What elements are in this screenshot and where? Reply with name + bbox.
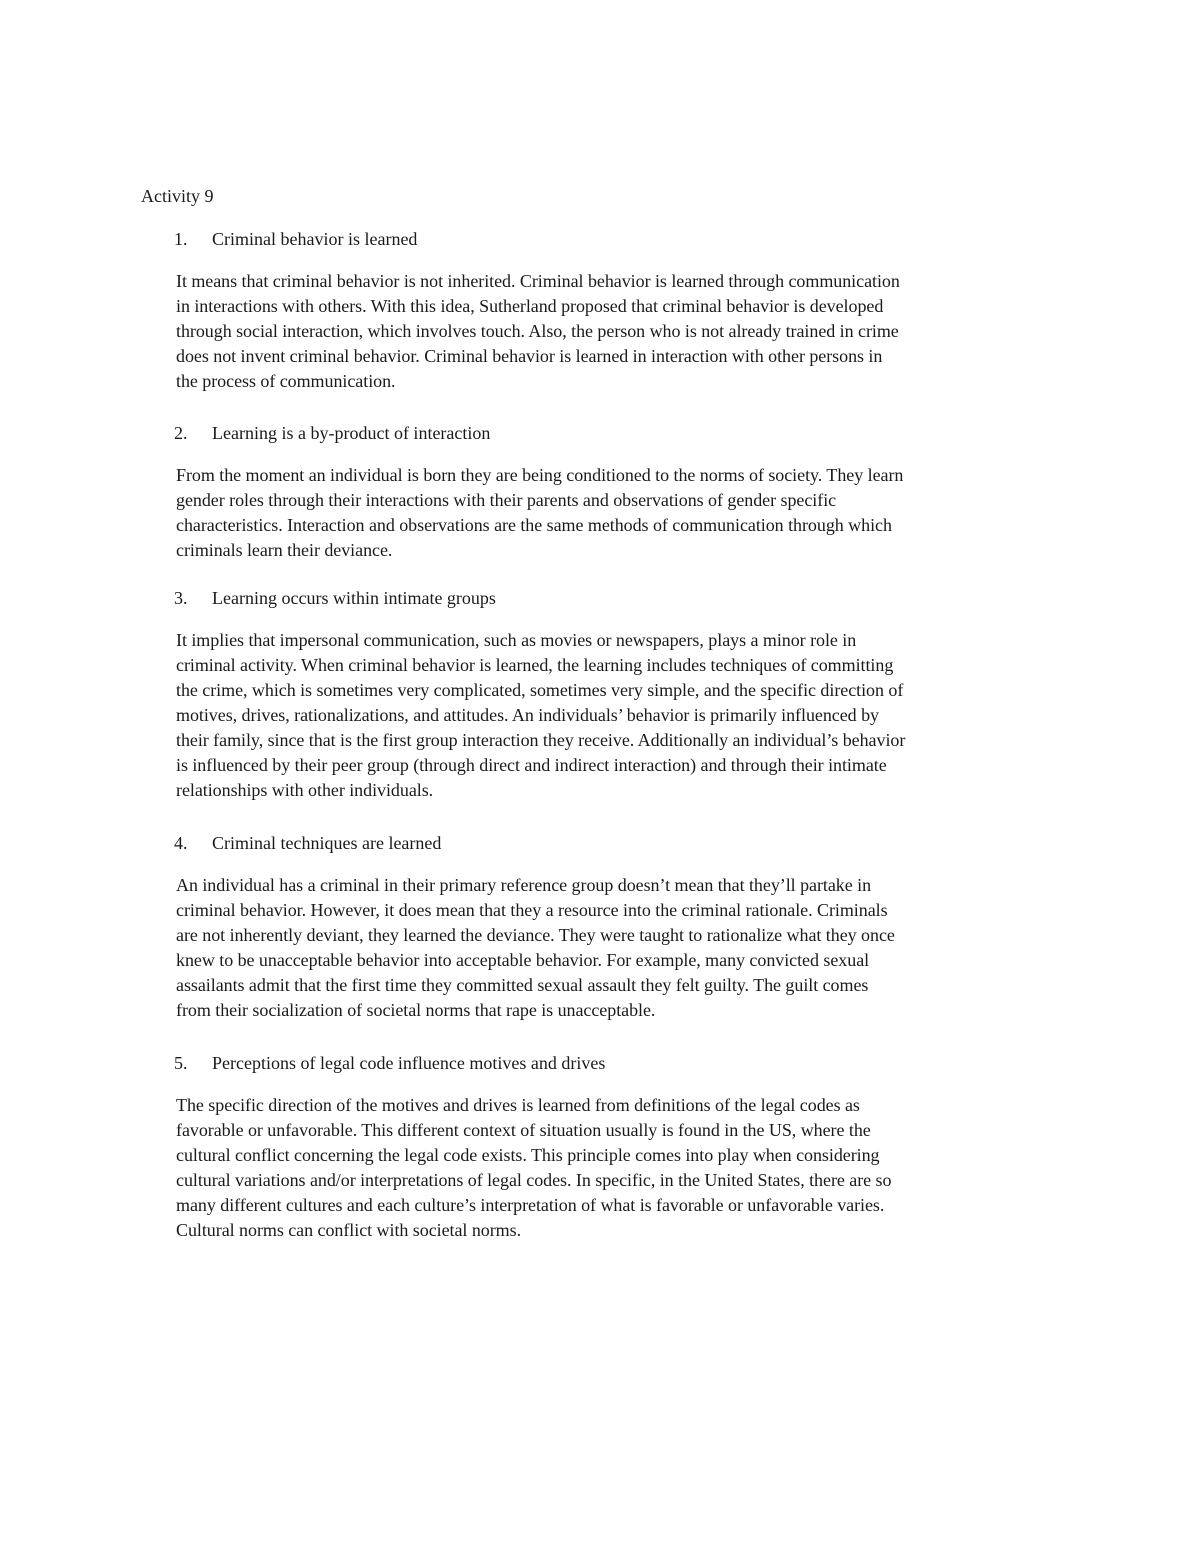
body-line: knew to be unacceptable behavior into acceptable behavior. For example, many convicted sexual: [176, 950, 870, 970]
body-line: From the moment an individual is born they are being conditioned to the norms of society. They learn: [176, 465, 904, 485]
section-4: [176, 831, 1056, 1023]
document-title: Activity 9: [141, 186, 214, 206]
section-body: [176, 873, 1056, 1023]
section-3: [176, 586, 1056, 803]
body-line: An individual has a criminal in their primary reference group doesn’t mean that they’ll partake in: [176, 875, 872, 895]
heading-text: Learning occurs within intimate groups: [212, 588, 496, 608]
body-line: are not inherently deviant, they learned the deviance. They were taught to rationalize what they once: [176, 925, 895, 945]
body-line: many different cultures and each culture’s interpretation of what is favorable or unfavorable varies.: [176, 1195, 885, 1215]
section-heading: [176, 586, 1056, 610]
body-line: favorable or unfavorable. This different context of situation usually is found in the US, where the: [176, 1120, 871, 1140]
body-line: is influenced by their peer group (through direct and indirect interaction) and through their intimate: [176, 755, 887, 775]
list-number: 5.: [174, 1053, 188, 1073]
body-line: characteristics. Interaction and observations are the same methods of communication through which: [176, 515, 892, 535]
section-heading: [176, 227, 1056, 251]
section-5: [176, 1051, 1056, 1243]
body-line: the process of communication.: [176, 371, 396, 391]
list-number: 1.: [174, 229, 188, 249]
body-line: It means that criminal behavior is not inherited. Criminal behavior is learned through communication: [176, 271, 900, 291]
body-line: assailants admit that the first time they committed sexual assault they felt guilty. The guilt comes: [176, 975, 869, 995]
list-number: 2.: [174, 423, 188, 443]
list-number: 3.: [174, 588, 188, 608]
body-line: through social interaction, which involves touch. Also, the person who is not already trained in crime: [176, 321, 899, 341]
section-body: [176, 1093, 1056, 1243]
section-body: [176, 628, 1056, 803]
section-heading: [176, 421, 1056, 445]
body-line: from their socialization of societal norms that rape is unacceptable.: [176, 1000, 656, 1020]
body-line: the crime, which is sometimes very complicated, sometimes very simple, and the specific direction of: [176, 680, 904, 700]
body-line: gender roles through their interactions with their parents and observations of gender specific: [176, 490, 837, 510]
heading-text: Criminal techniques are learned: [212, 833, 442, 853]
section-body: [176, 269, 1056, 394]
body-line: It implies that impersonal communication, such as movies or newspapers, plays a minor role in: [176, 630, 857, 650]
body-line: criminals learn their deviance.: [176, 540, 393, 560]
list-number: 4.: [174, 833, 188, 853]
body-line: their family, since that is the first group interaction they receive. Additionally an individual’s behavior: [176, 730, 906, 750]
body-line: relationships with other individuals.: [176, 780, 434, 800]
body-line: Cultural norms can conflict with societal norms.: [176, 1220, 522, 1240]
body-line: criminal activity. When criminal behavior is learned, the learning includes techniques of committing: [176, 655, 894, 675]
heading-text: Learning is a by-product of interaction: [212, 423, 491, 443]
body-line: criminal behavior. However, it does mean that they a resource into the criminal rationale. Criminals: [176, 900, 888, 920]
heading-text: Criminal behavior is learned: [212, 229, 418, 249]
body-line: in interactions with others. With this idea, Sutherland proposed that criminal behavior is developed: [176, 296, 884, 316]
body-line: does not invent criminal behavior. Criminal behavior is learned in interaction with other persons in: [176, 346, 883, 366]
section-2: [176, 421, 1056, 563]
body-line: cultural variations and/or interpretations of legal codes. In specific, in the United States, there are so: [176, 1170, 892, 1190]
body-line: motives, drives, rationalizations, and attitudes. An individuals’ behavior is primarily influenced by: [176, 705, 879, 725]
body-line: cultural conflict concerning the legal code exists. This principle comes into play when considering: [176, 1145, 880, 1165]
section-1: [176, 227, 1056, 394]
section-body: [176, 463, 1056, 563]
heading-text: Perceptions of legal code influence motives and drives: [212, 1053, 606, 1073]
section-heading: [176, 1051, 1056, 1075]
section-heading: [176, 831, 1056, 855]
body-line: The specific direction of the motives and drives is learned from definitions of the legal codes as: [176, 1095, 860, 1115]
